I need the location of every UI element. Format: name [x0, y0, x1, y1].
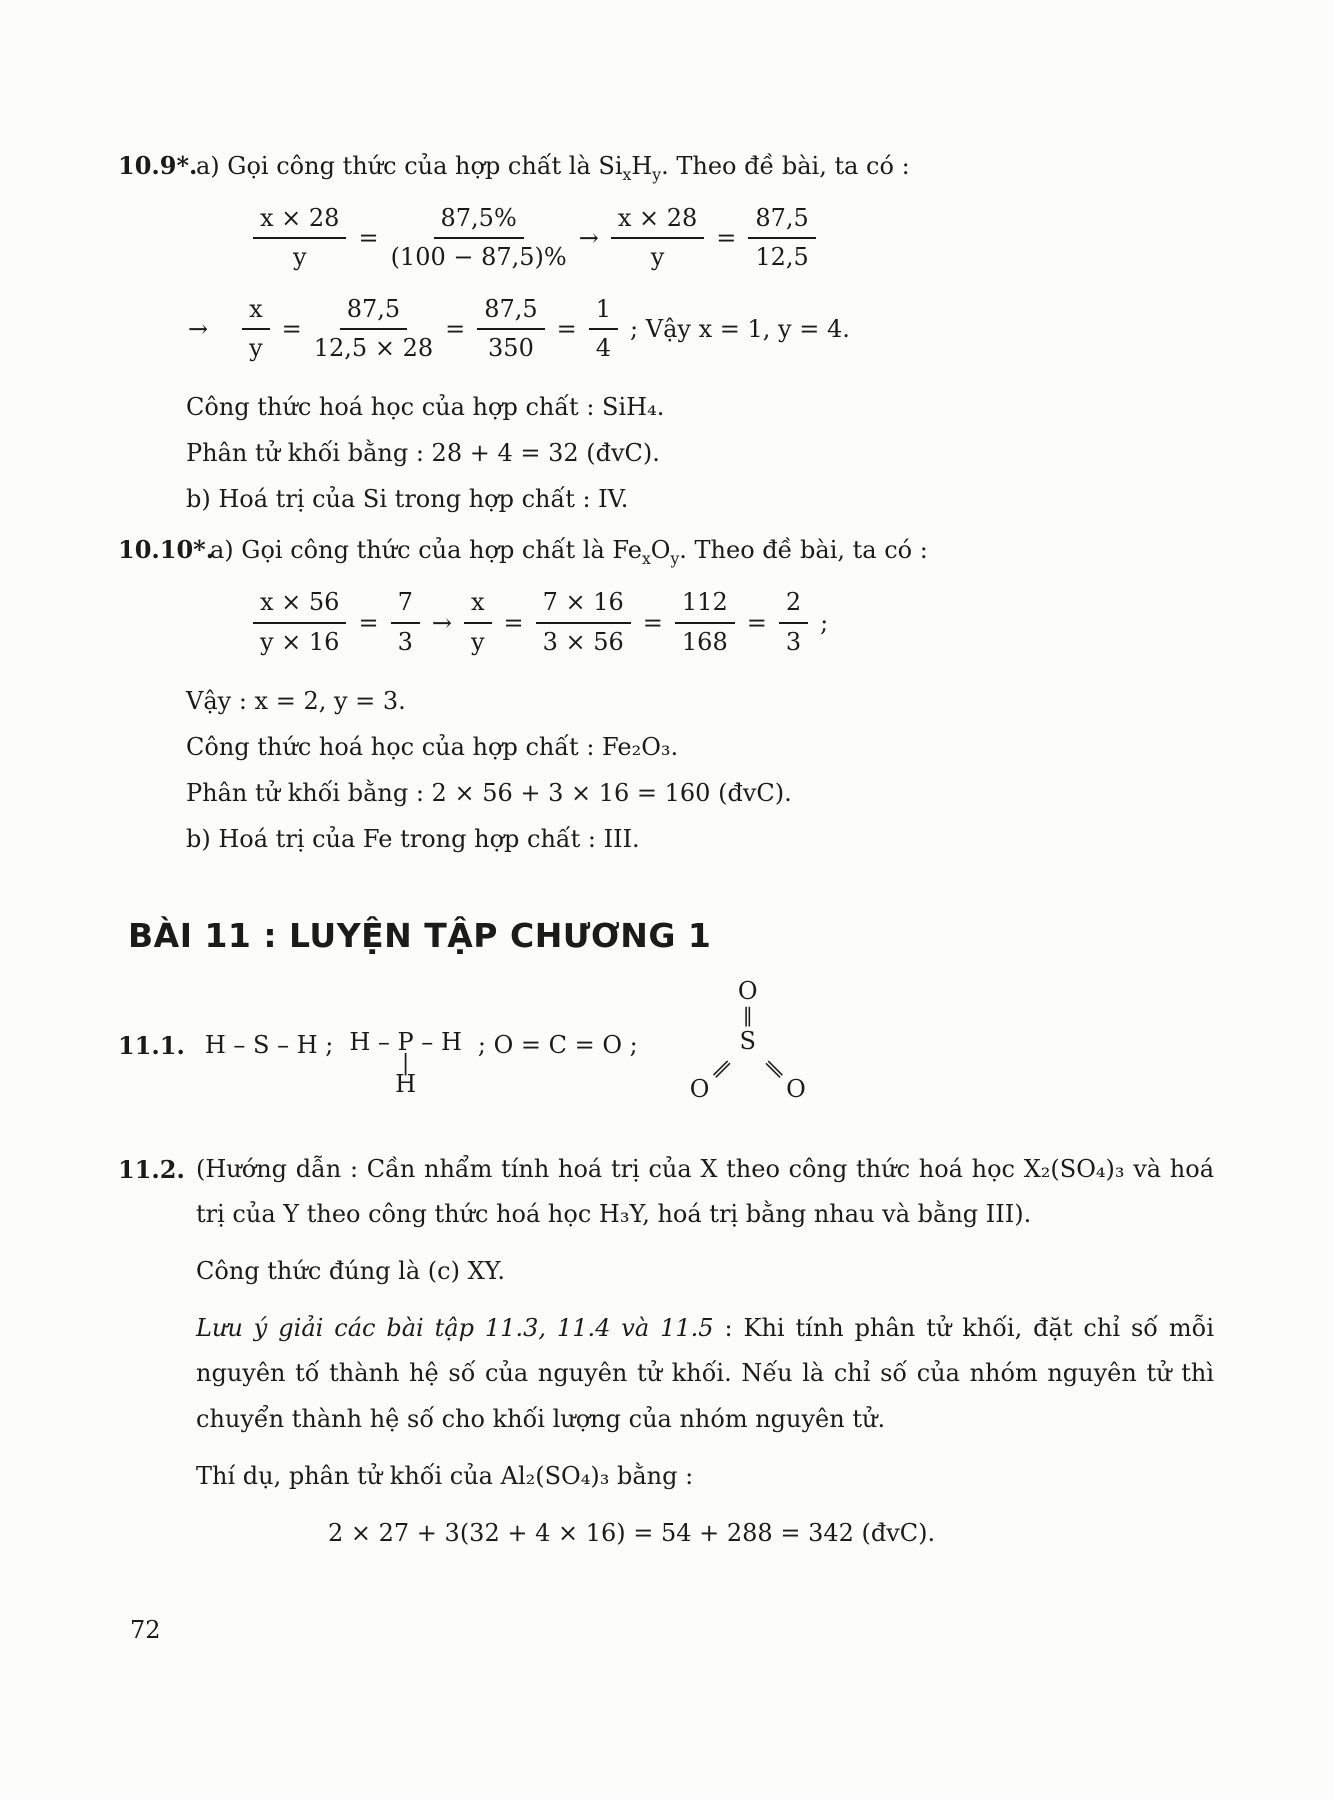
text-line: Công thức hoá học của hợp chất : Fe₂O₃. [186, 732, 679, 761]
operator: = [746, 608, 767, 637]
subscript-y: y [670, 549, 680, 568]
single-bond: | [401, 1050, 410, 1076]
denominator: y [249, 333, 263, 362]
problem-body [196, 1147, 1214, 1568]
text-line: Công thức hoá học của hợp chất : SiH₄. [186, 392, 665, 421]
problem-10-9 [118, 148, 1214, 522]
sulfur-atom: S [739, 1027, 756, 1056]
note-italic: Lưu ý giải các bài tập 11.3, 11.4 và 11.5 [196, 1314, 714, 1343]
double-bond: ‖ [710, 1056, 735, 1081]
denominator: (100 − 87,5)% [390, 243, 567, 272]
denominator: 3 [785, 627, 802, 656]
numerator: 7 [391, 587, 420, 623]
operator: = [503, 608, 524, 637]
numerator: 87,5 [748, 203, 815, 239]
fraction [253, 587, 346, 657]
numerator: x × 28 [253, 203, 346, 239]
text-line: Phân tử khối bằng : 28 + 4 = 32 (đvC). [186, 439, 660, 468]
problem-intro [196, 148, 1214, 187]
operator: → [578, 224, 599, 253]
intro-text: a) Gọi công thức của hợp chất là Fe [210, 536, 642, 565]
fraction [464, 587, 492, 657]
text-line: Vậy : x = 2, y = 3. [186, 686, 406, 715]
fraction [748, 203, 815, 273]
example-equation: 2 × 27 + 3(32 + 4 × 16) = 54 + 288 = 342 (đvC). [328, 1518, 936, 1547]
equation-line [253, 203, 1214, 273]
problem-10-10 [118, 532, 1214, 862]
numerator: 2 [779, 587, 808, 623]
fraction [253, 203, 346, 273]
formula-ph3 [349, 1029, 462, 1098]
numerator: x [464, 587, 492, 623]
subscript-x: x [641, 549, 651, 568]
numerator: x × 56 [253, 587, 346, 623]
denominator: y × 16 [259, 627, 340, 656]
intro-text: H [631, 152, 653, 180]
intro-text: O [650, 536, 671, 565]
equation-line [253, 587, 1214, 657]
example-intro: Thí dụ, phân tử khối của Al₂(SO₄)₃ bằng : [196, 1461, 694, 1490]
denominator: y [650, 243, 665, 272]
chapter-heading: BÀI 11 : LUYỆN TẬP CHƯƠNG 1 [128, 916, 712, 956]
problem-number: 10.9*. [118, 151, 198, 180]
formula-h2s: H – S – H ; [204, 1031, 334, 1060]
fraction [536, 587, 631, 657]
intro-text: . Theo đề bài, ta có : [661, 152, 910, 180]
operator: = [716, 224, 737, 253]
fraction [611, 203, 704, 273]
subscript-x: x [622, 165, 632, 184]
intro-text: . Theo đề bài, ta có : [679, 536, 928, 565]
problem-11-1 [118, 977, 1214, 1107]
subscript-y: y [652, 165, 662, 184]
operator: → [188, 314, 209, 343]
double-bond: ‖ [760, 1056, 785, 1081]
note-text: : Khi tính phân tử khối, đặt chỉ số mỗi nguyên tố thành hệ số của nguyên tử khối. Nếu là chỉ số của nhóm nguyên tử thì chuyển thành hệ số cho khối lượng của nhóm nguyên tử. [196, 1314, 1214, 1433]
fraction [391, 587, 420, 657]
problem-number: 11.1. [118, 1031, 185, 1061]
hint-paragraph: (Hướng dẫn : Cần nhẩm tính hoá trị của X theo công thức hoá học X₂(SO₄)₃ và hoá trị của Y theo công thức hoá học H₃Y, hoá trị bằng nhau và bằng III). [196, 1155, 1214, 1229]
text-line: Phân tử khối bằng : 2 × 56 + 3 × 16 = 160 (đvC). [186, 778, 792, 807]
fraction [675, 587, 735, 657]
numerator: 1 [589, 294, 618, 330]
denominator: 12,5 [755, 243, 809, 272]
operator: → [431, 608, 452, 637]
fraction [477, 294, 544, 364]
problem-number: 10.10*. [118, 535, 215, 565]
operator: = [642, 608, 663, 637]
denominator: 3 × 56 [542, 627, 624, 656]
numerator: 112 [675, 587, 735, 623]
fraction [314, 294, 433, 364]
oxygen-atom: O [737, 977, 758, 1006]
numerator: 87,5 [340, 294, 407, 330]
problem-number: 11.2. [118, 1155, 185, 1185]
text-line: b) Hoá trị của Fe trong hợp chất : III. [186, 824, 640, 853]
equation-line [188, 294, 1214, 364]
hph-main-row: H – P – H [349, 1028, 462, 1057]
oxygen-atom: O [689, 1075, 710, 1104]
numerator: x × 28 [611, 203, 704, 239]
numerator: 7 × 16 [536, 587, 631, 623]
problem-11-2 [118, 1147, 1214, 1568]
oxygen-atom: O [786, 1075, 806, 1104]
problem-intro [210, 532, 1214, 571]
numerator: x [242, 294, 270, 330]
numerator: 87,5% [434, 203, 524, 239]
operator: = [281, 314, 302, 343]
denominator: 3 [397, 627, 413, 656]
operator: = [358, 224, 379, 253]
formula-co2: ; O = C = O ; [477, 1031, 638, 1060]
operator: = [445, 314, 466, 343]
operator: = [556, 314, 577, 343]
operator: ; Vậy x = 1, y = 4. [630, 314, 850, 343]
fraction [242, 294, 270, 364]
so3-structure [688, 979, 808, 1107]
operator: ; [820, 608, 829, 637]
denominator: 12,5 × 28 [313, 333, 434, 362]
denominator: 350 [488, 333, 534, 362]
page-number: 72 [130, 1615, 161, 1644]
denominator: y [292, 243, 307, 272]
hydrogen-atom: H [395, 1069, 417, 1098]
denominator: y [470, 627, 485, 656]
denominator: 168 [681, 627, 728, 656]
problem-10-9-head [118, 148, 1214, 187]
fraction [391, 203, 567, 273]
answer-line: Công thức đúng là (c) XY. [196, 1257, 506, 1286]
note-paragraph [196, 1306, 1214, 1441]
fraction [779, 587, 808, 657]
operator: = [358, 608, 379, 637]
problem-10-10-head [118, 532, 1214, 571]
text-line: b) Hoá trị của Si trong hợp chất : IV. [186, 485, 629, 514]
intro-text: a) Gọi công thức của hợp chất là Si [196, 152, 623, 180]
denominator: 4 [595, 333, 612, 362]
double-bond: ‖ [742, 1003, 753, 1028]
numerator: 87,5 [477, 294, 544, 330]
fraction [589, 294, 618, 364]
